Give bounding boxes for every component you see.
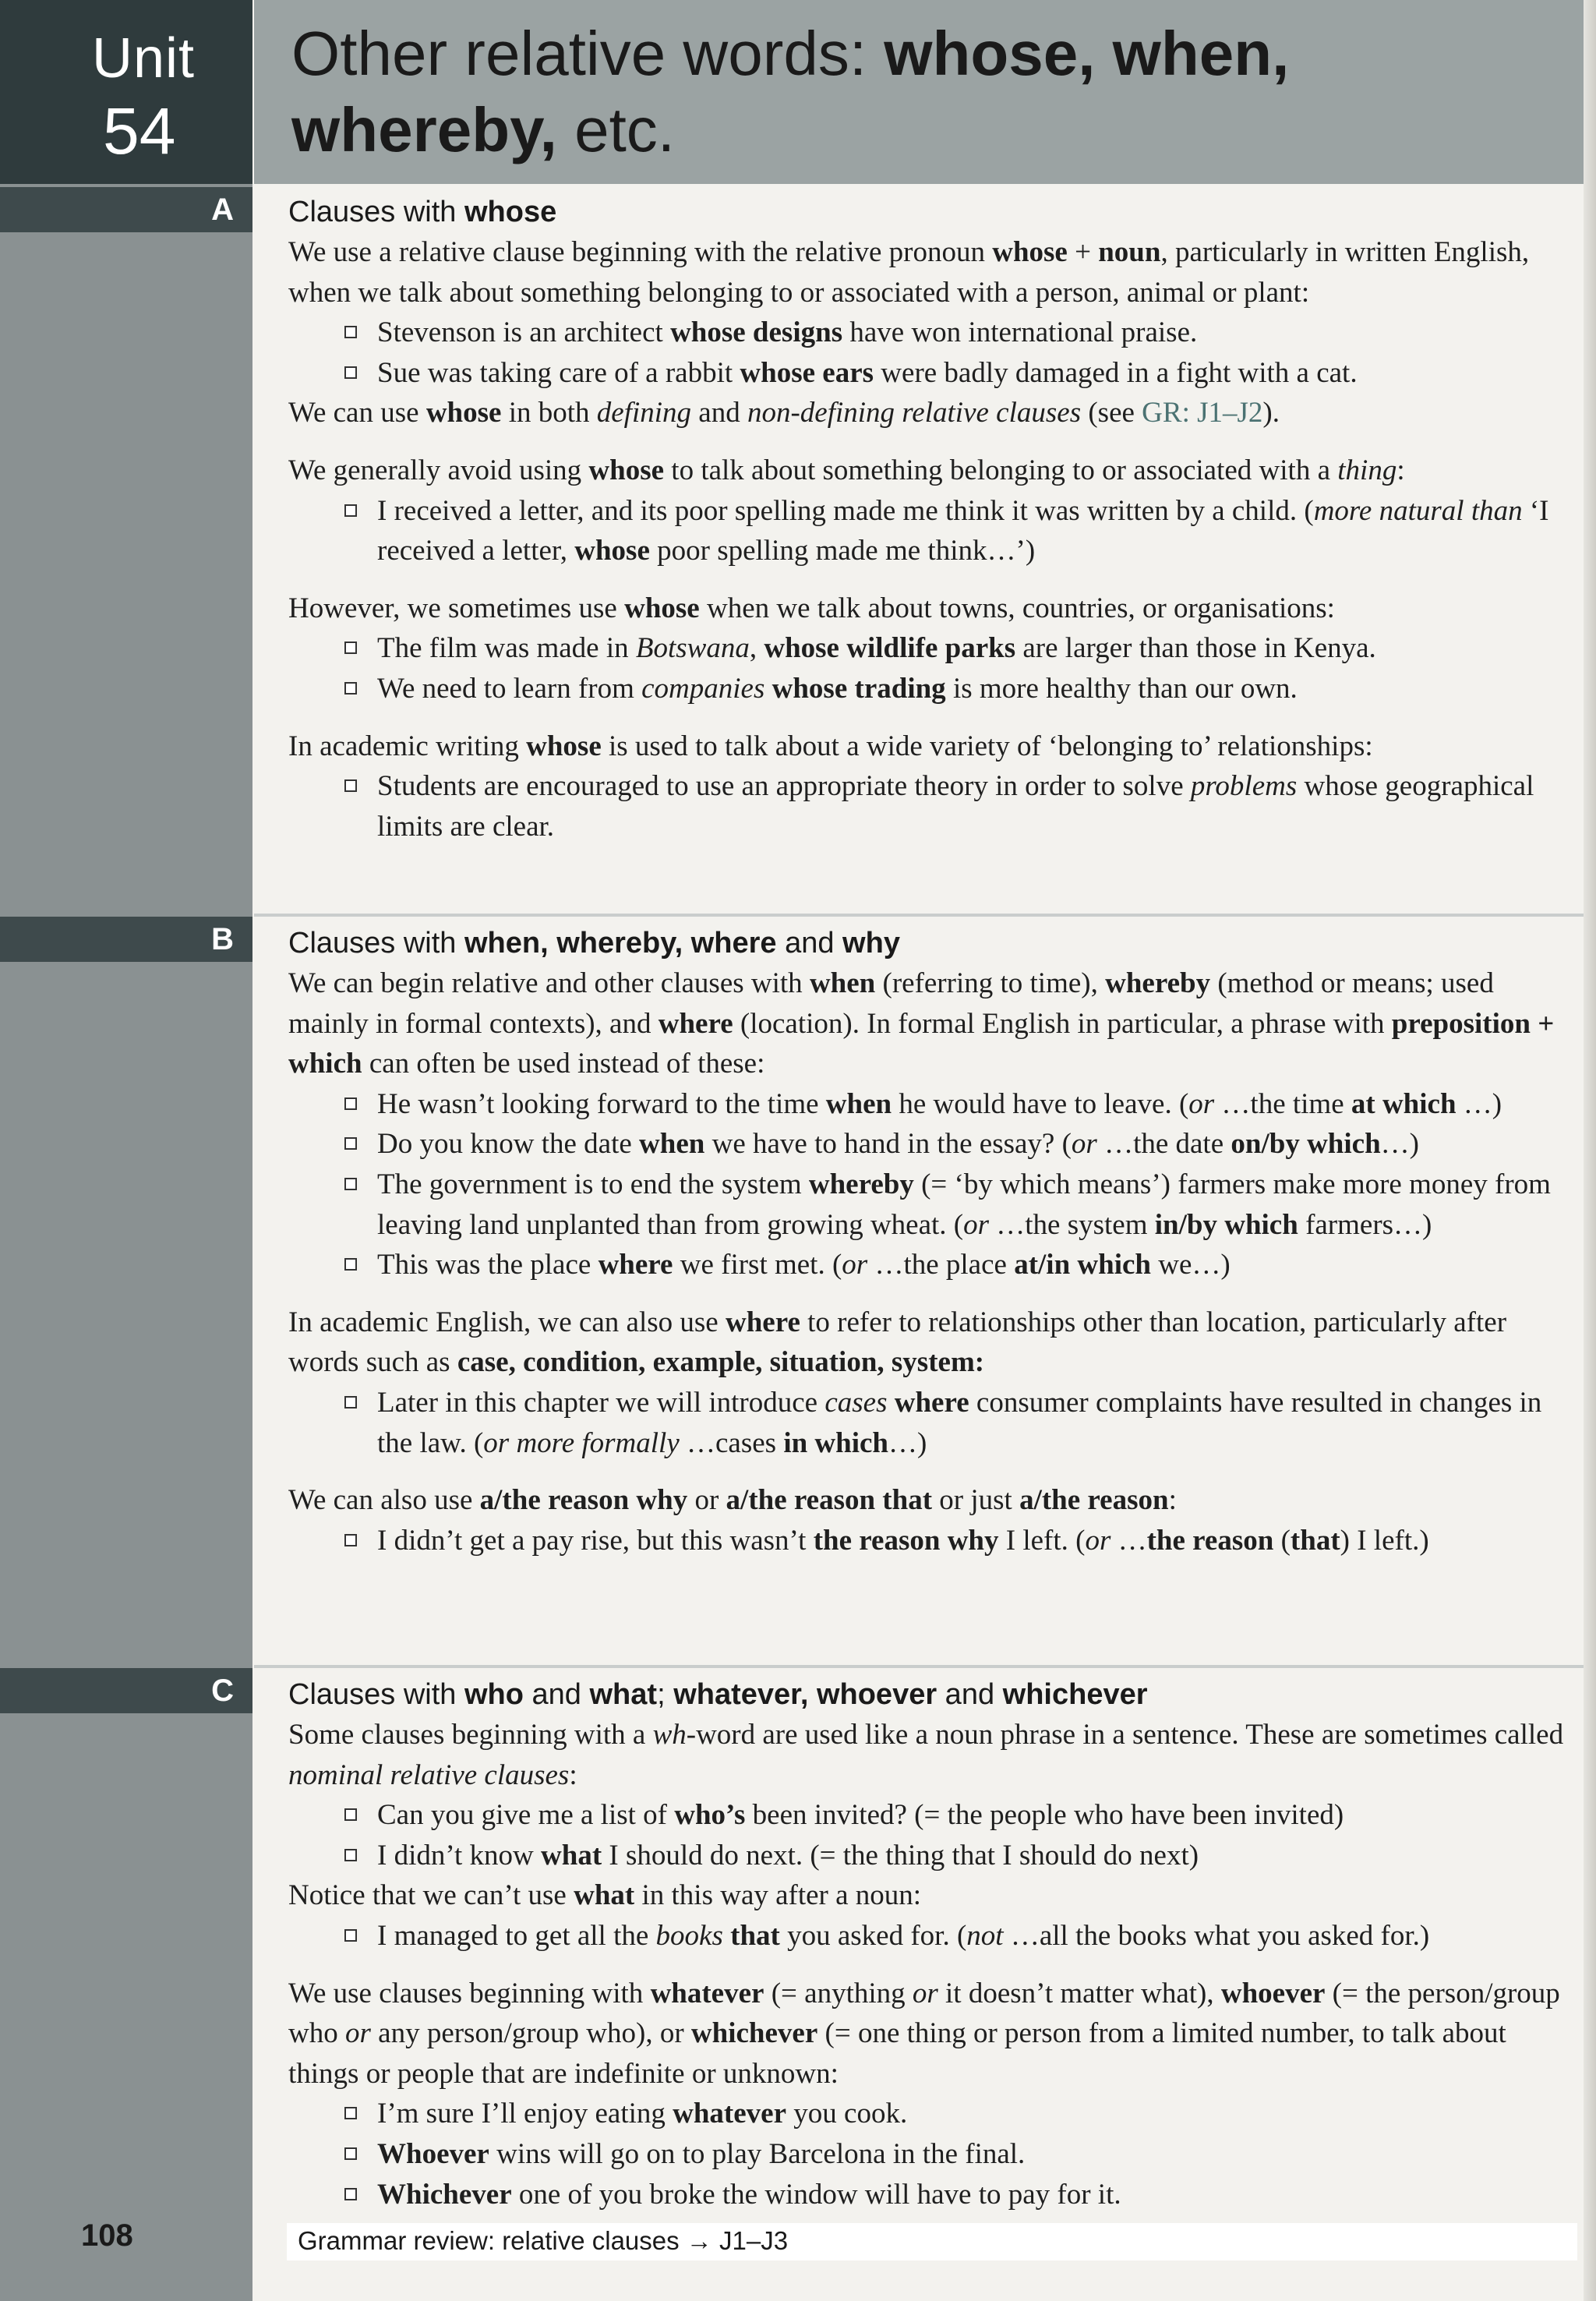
text-run: whatever	[650, 1977, 764, 2009]
text-run: (= one thing or person from a limited number, to talk about things or people that are indefinite or unknown:	[288, 2017, 1506, 2090]
text-run: in which	[783, 1426, 889, 1459]
text-run: We need to learn from	[377, 672, 642, 705]
text-run: and	[523, 1678, 590, 1711]
text-run: we…)	[1150, 1249, 1231, 1281]
text-run: poor spelling made me think…’)	[649, 535, 1036, 567]
text-run	[764, 673, 772, 705]
text-run: books	[655, 1919, 723, 1952]
text-run: I left. (	[998, 1524, 1086, 1557]
title-bold: whose, when, whereby,	[291, 19, 1290, 164]
example-item	[288, 1521, 1574, 1561]
text-run: or	[963, 1208, 990, 1241]
text-run: whose	[624, 592, 700, 624]
section-c	[288, 1674, 1574, 2214]
text-run: whose	[574, 535, 650, 567]
text-run: Some clauses beginning with a	[288, 1719, 653, 1751]
text-run: on/by which	[1231, 1128, 1381, 1161]
text-run: ) I left.)	[1340, 1524, 1429, 1557]
unit-number: 54	[103, 94, 176, 168]
text-run: case, condition, example, situation, system:	[457, 1346, 985, 1379]
paragraph	[288, 1875, 1574, 1916]
text-run: The film was made in	[377, 632, 636, 665]
text-run: , particularly in written English, when we talk about something belonging to or associated with a person, animal or plant:	[288, 236, 1530, 309]
text-run: …)	[888, 1426, 927, 1459]
text-run: …	[1110, 1524, 1147, 1557]
text-run: at which	[1351, 1087, 1457, 1120]
text-run: or	[687, 1484, 726, 1517]
text-run: why	[842, 927, 900, 960]
example-item	[288, 1383, 1574, 1463]
text-run: I didn’t get a pay rise, but this wasn’t	[377, 1524, 814, 1557]
section-b-heading	[288, 923, 1574, 963]
text-run: and	[937, 1678, 1003, 1711]
text-run: or	[1085, 1524, 1111, 1557]
text-run: (	[1273, 1524, 1291, 1557]
text-run: or just	[932, 1484, 1020, 1517]
text-run: whichever	[690, 2017, 818, 2050]
text-run: problems	[1190, 770, 1298, 803]
main-content	[288, 192, 1574, 2214]
page-number: 108	[81, 2218, 133, 2253]
text-run: wins will go on to play Barcelona in the final.	[489, 2137, 1026, 2170]
text-run: we have to hand in the essay? (	[704, 1128, 1072, 1161]
paragraph	[288, 589, 1574, 629]
text-run: whose	[526, 730, 602, 762]
text-run: Do you know the date	[377, 1128, 640, 1161]
title-tail: etc.	[556, 95, 676, 164]
text-run: he would have to leave. (	[892, 1087, 1189, 1120]
footer-ref: J1–J3	[719, 2226, 789, 2255]
text-run: what	[589, 1678, 658, 1711]
text-run: thing	[1337, 454, 1397, 486]
text-run: ;	[657, 1678, 674, 1711]
text-run: Can you give me a list of	[377, 1799, 675, 1832]
paragraph	[288, 232, 1574, 313]
text-run: any person/group who), or	[370, 2017, 691, 2050]
text-run: I received a letter, and its poor spelling made me think it was written by a child. (	[377, 494, 1314, 527]
text-run: However, we sometimes use	[288, 592, 625, 624]
text-run: where	[894, 1386, 969, 1419]
text-run: Notice that we can’t use	[288, 1879, 574, 1912]
footer-review-text: Grammar review: relative clauses	[298, 2226, 680, 2255]
text-run: We can begin relative and other clauses with	[288, 967, 810, 999]
text-run: (= anything	[764, 1977, 913, 2009]
text-run: can often be used instead of these:	[362, 1048, 765, 1080]
text-run: …the system	[989, 1208, 1155, 1241]
text-run: and	[691, 397, 747, 429]
paragraph	[288, 393, 1574, 433]
text-run: a/the reason	[1019, 1484, 1169, 1517]
paragraph	[288, 451, 1574, 491]
text-run: that	[1290, 1524, 1340, 1557]
example-item	[288, 353, 1574, 394]
text-run: whatever	[673, 2098, 787, 2130]
example-item	[288, 1836, 1574, 1876]
text-run: Later in this chapter we will introduce	[377, 1386, 825, 1419]
text-run: or	[842, 1249, 868, 1281]
example-item	[288, 313, 1574, 353]
text-run: one of you broke the window will have to pay for it.	[511, 2178, 1121, 2211]
example-item	[288, 628, 1574, 669]
text-run: where	[658, 1007, 733, 1040]
heading-bold: whose	[464, 196, 557, 228]
example-item	[288, 669, 1574, 709]
text-run: (referring to time),	[875, 967, 1106, 999]
arrow-right-icon: →	[686, 2226, 712, 2255]
text-run: +	[1067, 236, 1099, 268]
text-run: Clauses with	[288, 927, 464, 960]
text-run: preposition + which	[288, 1007, 1555, 1080]
text-run: :	[1168, 1484, 1177, 1517]
text-run: We use clauses beginning with	[288, 1977, 651, 2009]
example-item	[288, 1124, 1574, 1165]
text-run: :	[569, 1758, 577, 1791]
section-a	[288, 192, 1574, 923]
text-run: Whichever	[377, 2178, 512, 2211]
text-run: that	[730, 1919, 780, 1952]
text-run	[723, 1920, 730, 1952]
text-run: …the date	[1096, 1128, 1231, 1161]
text-run: Botswana	[635, 632, 750, 665]
text-run: and	[776, 927, 843, 960]
text-run: in this way after a noun:	[634, 1879, 922, 1912]
text-run: Sue was taking care of a rabbit	[377, 356, 740, 389]
text-run: are larger than those in Kenya.	[1015, 632, 1376, 665]
text-run: We can use	[288, 397, 426, 429]
sidebar-column	[0, 0, 252, 2301]
text-run: …the place	[867, 1249, 1015, 1281]
text-run: farmers…)	[1298, 1208, 1432, 1241]
text-run: In academic English, we can also use	[288, 1306, 726, 1338]
example-item	[288, 766, 1574, 847]
text-run: whereby	[808, 1168, 914, 1200]
text-run: The government is to end the system	[377, 1168, 809, 1200]
text-run: who’s	[674, 1799, 746, 1832]
text-run: Clauses with	[288, 1678, 464, 1711]
text-run: I should do next. (= the thing that I should do next)	[602, 1839, 1199, 1872]
text-run: been invited? (= the people who have been invited)	[745, 1799, 1344, 1832]
text-run: I’m sure I’ll enjoy eating	[377, 2098, 673, 2130]
text-run: whose designs	[670, 316, 843, 349]
text-run: when, whereby, where	[464, 927, 777, 960]
text-run: when we talk about towns, countries, or organisations:	[699, 592, 1335, 624]
text-run: or	[1071, 1128, 1097, 1161]
text-run: whatever, whoever	[673, 1678, 937, 1711]
paragraph	[288, 1302, 1574, 1383]
example-item	[288, 491, 1574, 571]
text-run: the reason why	[813, 1524, 999, 1557]
text-run: what	[541, 1839, 602, 1872]
paragraph	[288, 963, 1574, 1084]
text-run: whose wildlife parks	[764, 632, 1016, 665]
text-run: when	[809, 967, 876, 999]
text-run: ‘I received a letter,	[377, 494, 1549, 567]
text-run: more natural than	[1313, 494, 1523, 527]
grammar-review-link[interactable]	[298, 2226, 788, 2256]
text-run: you asked for. (	[779, 1919, 967, 1952]
text-run: non-defining relative clauses	[747, 397, 1082, 429]
text-run: (see	[1081, 397, 1142, 429]
example-item	[288, 1165, 1574, 1245]
section-b	[288, 923, 1574, 1674]
text-run: in both	[501, 397, 597, 429]
text-run: (location). In formal English in particular, a phrase with	[733, 1007, 1392, 1040]
text-run: Whoever	[377, 2137, 489, 2170]
section-a-heading	[288, 192, 1574, 232]
text-run: We can also use	[288, 1484, 480, 1517]
text-run: whose trading	[772, 672, 946, 705]
text-run: nominal relative clauses	[288, 1758, 570, 1791]
text-run: or	[912, 1977, 938, 2009]
example-item	[288, 1245, 1574, 1285]
text-run: ).	[1262, 397, 1280, 429]
text-run: companies	[641, 672, 765, 705]
text-run: whose	[588, 454, 665, 486]
text-run: we first met. (	[673, 1249, 842, 1281]
text-run: a/the reason that	[726, 1484, 933, 1517]
text-run: In academic writing	[288, 730, 527, 762]
text-run: to refer to relationships other than location, particularly after words such as	[288, 1306, 1507, 1379]
section-tab-b: B	[0, 917, 252, 962]
text-run: (= the person/group who	[288, 1977, 1560, 2050]
text-run: -word are used like a noun phrase in a sentence. These are sometimes called	[686, 1719, 1564, 1751]
unit-word: Unit	[92, 27, 196, 90]
text-run: defining	[596, 397, 692, 429]
text-run: …)	[1456, 1087, 1502, 1120]
text-run: Students are encouraged to use an appropriate theory in order to solve	[377, 770, 1191, 803]
text-run: cases	[824, 1386, 888, 1419]
text-run: when	[639, 1128, 705, 1161]
text-run: (method or means; used mainly in formal contexts), and	[288, 967, 1494, 1040]
text-run: whose geographical limits are clear.	[377, 770, 1534, 843]
book-spine-edge	[1584, 0, 1596, 2301]
text-run: consumer complaints have resulted in changes in the law. (	[377, 1386, 1542, 1459]
text-run: I didn’t know	[377, 1839, 542, 1872]
text-run: whichever	[1002, 1678, 1148, 1711]
text-run: to talk about something belonging to or associated with a	[664, 454, 1338, 486]
text-run: (= ‘by which means’) farmers make more money from leaving land unplanted than from growing wheat. (	[377, 1168, 1551, 1241]
text-run: you cook.	[786, 2098, 908, 2130]
example-item	[288, 2175, 1574, 2215]
heading-text: Clauses with	[288, 196, 464, 228]
text-run: is more healthy than our own.	[945, 672, 1298, 705]
text-run: …all the books what you asked for.)	[1003, 1919, 1430, 1952]
text-run: or more formally	[483, 1426, 680, 1459]
text-run: I managed to get all the	[377, 1919, 656, 1952]
text-run: He wasn’t looking forward to the time	[377, 1087, 826, 1120]
page-title	[291, 16, 1523, 168]
paragraph	[288, 1715, 1574, 1795]
text-run: what	[574, 1879, 635, 1912]
text-run: This was the place	[377, 1249, 598, 1281]
text-run	[888, 1387, 895, 1419]
text-run: whose	[992, 236, 1068, 268]
example-item	[288, 2094, 1574, 2134]
paragraph	[288, 726, 1574, 767]
example-item	[288, 1916, 1574, 1956]
text-run: ,	[749, 632, 764, 665]
text-run: …)	[1380, 1128, 1419, 1161]
text-run: is used to talk about a wide variety of ‘belonging to’ relationships:	[601, 730, 1373, 762]
text-run: noun	[1098, 236, 1161, 268]
text-run: in/by which	[1154, 1208, 1298, 1241]
section-c-heading	[288, 1674, 1574, 1715]
text-run: were badly damaged in a fight with a cat.	[874, 356, 1358, 389]
text-run: where	[725, 1306, 800, 1338]
text-run: or	[1188, 1087, 1215, 1120]
text-run: a/the reason why	[479, 1484, 688, 1517]
section-tab-c: C	[0, 1668, 252, 1713]
example-item	[288, 1084, 1574, 1125]
text-run: whoever	[1220, 1977, 1326, 2009]
text-run: whose	[425, 397, 502, 429]
text-run: where	[598, 1249, 673, 1281]
example-item	[288, 2134, 1574, 2175]
text-run: the reason	[1146, 1524, 1274, 1557]
text-run: We use a relative clause beginning with the relative pronoun	[288, 236, 993, 268]
text-run: :	[1396, 454, 1405, 486]
text-run: whereby	[1105, 967, 1211, 999]
text-run: whose ears	[740, 356, 874, 389]
text-run: Stevenson is an architect	[377, 316, 671, 349]
text-run: it doesn’t matter what),	[937, 1977, 1221, 2009]
grammar-reference-link[interactable]: GR: J1–J2	[1142, 397, 1263, 429]
text-run: when	[825, 1087, 892, 1120]
text-run: not	[966, 1919, 1004, 1952]
title-plain: Other relative words:	[291, 19, 885, 88]
example-item	[288, 1795, 1574, 1836]
text-run: …cases	[679, 1426, 784, 1459]
text-run: who	[464, 1678, 524, 1711]
section-tab-a: A	[0, 187, 252, 232]
text-run: at/in which	[1014, 1249, 1151, 1281]
unit-badge	[0, 0, 252, 184]
text-run: We generally avoid using	[288, 454, 589, 486]
text-run: wh	[652, 1719, 687, 1751]
paragraph	[288, 1480, 1574, 1521]
paragraph	[288, 1974, 1574, 2094]
text-run: …the time	[1214, 1087, 1351, 1120]
text-run: or	[344, 2017, 371, 2050]
text-run: have won international praise.	[842, 316, 1198, 349]
